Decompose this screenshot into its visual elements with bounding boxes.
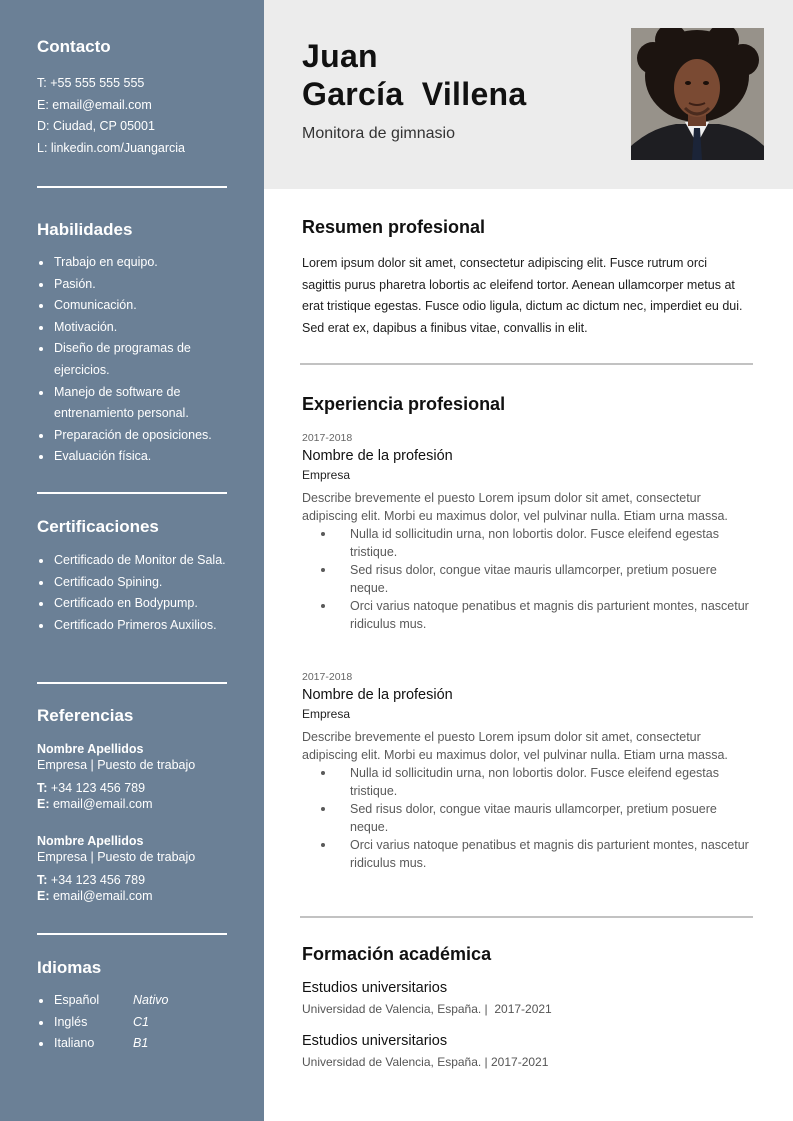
list-item: Nulla id sollicitudin urna, non lobortis dolor. Fusce eleifend egestas tristique. <box>302 764 752 800</box>
section-divider <box>300 916 753 918</box>
reference-phone: T: +34 123 456 789 <box>37 781 146 795</box>
language-name: Inglés <box>54 1014 88 1029</box>
list-item: Comunicación. <box>37 295 237 317</box>
first-name: Juan <box>302 38 378 74</box>
job-entry <box>302 431 752 633</box>
list-item: Diseño de programas de ejercicios. <box>37 338 237 381</box>
list-item: Sed risus dolor, congue vitae mauris ullamcorper, pretium posuere neque. <box>302 800 752 836</box>
main-content <box>264 189 793 1121</box>
contact-title: Contacto <box>37 37 111 56</box>
list-item: Certificado de Monitor de Sala. <box>37 550 227 572</box>
education-title: Formación académica <box>302 944 492 964</box>
list-item: Nulla id sollicitudin urna, non lobortis dolor. Fusce eleifend egestas tristique. <box>302 525 752 561</box>
list-item: Motivación. <box>37 317 237 339</box>
skills-list <box>37 252 237 468</box>
language-item <box>37 990 168 1012</box>
sidebar-divider <box>37 682 227 684</box>
job-bullets <box>302 525 752 633</box>
job-description: Describe brevemente el puesto Lorem ipsum dolor sit amet, consectetur adipiscing elit. Morbi eu maximus dolor, vel pulvinar nulla. Etiam urna massa. <box>302 491 728 523</box>
contact-email: E: email@email.com <box>37 97 152 112</box>
job-years: 2017-2018 <box>302 671 353 683</box>
list-item: Certificado Primeros Auxilios. <box>37 615 227 637</box>
language-level: B1 <box>133 1036 149 1051</box>
education-entry <box>302 979 752 1017</box>
section-divider <box>300 363 753 365</box>
list-item: Manejo de software de entrenamiento personal. <box>37 382 237 425</box>
profile-photo <box>631 28 764 160</box>
language-level: Nativo <box>133 993 169 1007</box>
language-level: C1 <box>133 1014 149 1029</box>
job-role: Monitora de gimnasio <box>302 125 455 142</box>
sidebar-divider <box>37 933 227 935</box>
reference-item <box>37 834 195 904</box>
list-item: Orci varius natoque penatibus et magnis dis parturient montes, nascetur ridiculus mus. <box>302 836 752 872</box>
reference-role: Empresa | Puesto de trabajo <box>37 849 196 864</box>
list-item: Preparación de oposiciones. <box>37 425 237 447</box>
sidebar-divider <box>37 186 227 188</box>
contact-list <box>37 73 185 159</box>
list-item: Orci varius natoque penatibus et magnis dis parturient montes, nascetur ridiculus mus. <box>302 597 752 633</box>
languages-list <box>37 990 168 1055</box>
reference-name: Nombre Apellidos <box>37 834 144 848</box>
header <box>264 0 793 189</box>
reference-email: E: email@email.com <box>37 796 153 811</box>
summary-title: Resumen profesional <box>302 217 486 237</box>
education-institution: Universidad de Valencia, España. | 2017-2021 <box>302 1002 552 1016</box>
list-item: Sed risus dolor, congue vitae mauris ullamcorper, pretium posuere neque. <box>302 561 752 597</box>
reference-item <box>37 742 195 812</box>
sidebar-divider <box>37 492 227 494</box>
language-name: Español <box>54 993 100 1007</box>
language-item <box>37 1033 168 1055</box>
references-title: Referencias <box>37 706 134 725</box>
list-item: Trabajo en equipo. <box>37 252 237 274</box>
job-entry <box>302 670 752 872</box>
contact-address: D: Ciudad, CP 05001 <box>37 119 155 134</box>
list-item: Certificado en Bodypump. <box>37 593 227 615</box>
summary-text: Lorem ipsum dolor sit amet, consectetur adipiscing elit. Fusce rutrum orci sagittis purus pharetra lobortis ac eleifend tortor. Aenean ullamcorper metus at erat tristique egestas. Fusce odio ligula, dictum ac dictum nec, imperdiet eu dui. Sed erat ex, dapibus a finibus vitae, convallis in elit. <box>302 256 743 335</box>
experience-title: Experiencia profesional <box>302 394 506 414</box>
language-item <box>37 1012 168 1034</box>
job-years: 2017-2018 <box>302 432 353 444</box>
certifications-list <box>37 550 227 636</box>
languages-title: Idiomas <box>37 958 102 977</box>
list-item: Pasión. <box>37 274 237 296</box>
job-title: Nombre de la profesión <box>302 687 453 703</box>
job-bullets <box>302 764 752 872</box>
education-institution: Universidad de Valencia, España. | 2017-2021 <box>302 1055 549 1069</box>
education-degree: Estudios universitarios <box>302 980 448 996</box>
job-company: Empresa <box>302 707 351 721</box>
reference-name: Nombre Apellidos <box>37 742 144 756</box>
education-entry <box>302 1032 752 1070</box>
contact-linkedin: L: linkedin.com/Juangarcia <box>37 140 185 155</box>
reference-email: E: email@email.com <box>37 888 153 903</box>
job-description: Describe brevemente el puesto Lorem ipsum dolor sit amet, consectetur adipiscing elit. Morbi eu maximus dolor, vel pulvinar nulla. Etiam urna massa. <box>302 730 728 762</box>
reference-role: Empresa | Puesto de trabajo <box>37 757 196 772</box>
job-company: Empresa <box>302 468 351 482</box>
job-title: Nombre de la profesión <box>302 448 453 464</box>
list-item: Evaluación física. <box>37 446 237 468</box>
contact-phone: T: +55 555 555 555 <box>37 76 145 90</box>
education-degree: Estudios universitarios <box>302 1033 448 1049</box>
skills-title: Habilidades <box>37 220 133 239</box>
sidebar <box>0 0 264 1121</box>
list-item: Certificado Spining. <box>37 572 227 594</box>
last-name: García Villena <box>302 76 527 112</box>
reference-phone: T: +34 123 456 789 <box>37 873 146 887</box>
certifications-title: Certificaciones <box>37 517 159 536</box>
language-name: Italiano <box>54 1036 95 1051</box>
